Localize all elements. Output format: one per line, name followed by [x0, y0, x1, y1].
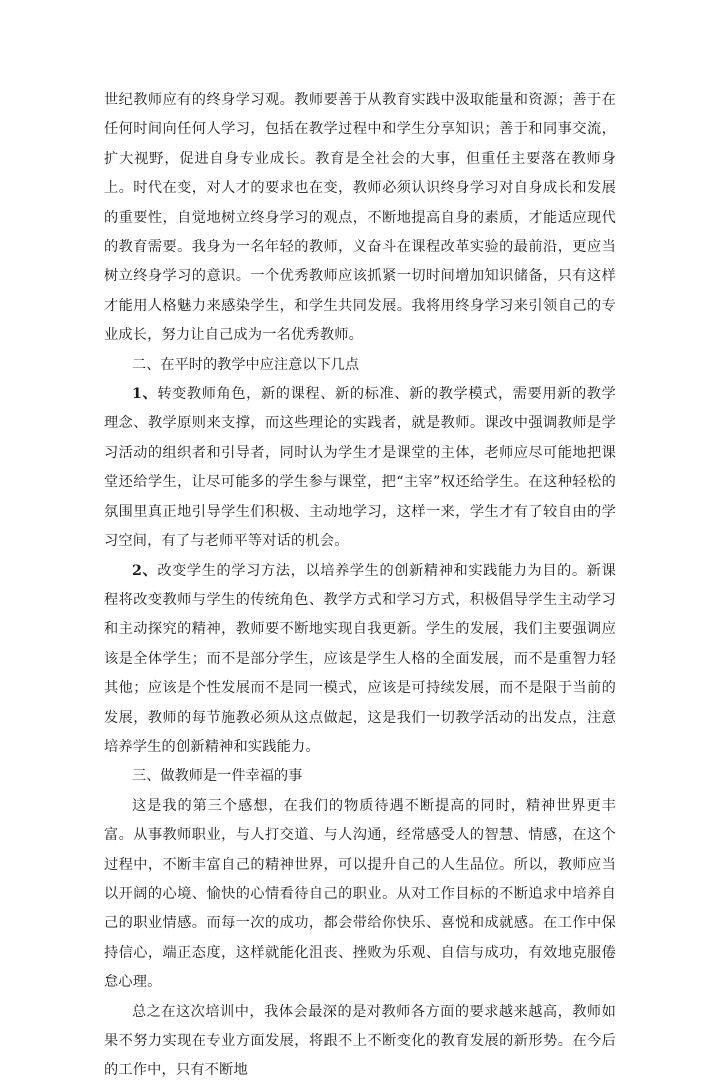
paragraph-learning-method-text: 改变学生的学习方法，以培养学生的创新精神和实践能力为目的。新课程将改变教师与学生的传统角色、教学方式和学习方式，积极倡导学生主动学习和主动探究的精神，教师要不断地实现自我更新。学生的发展，我们主要强调应该是全体学生；而不是部分学生，应该是学生人格的全面发展，而不是重智力轻其他；应该是个性发展而不是同一模式，应该是可持续发展，而不是限于当前的发展，教师的每节施教必须从这点做起，这是我们一切教学活动的出发点，注意培养学生的创新精神和实践能力。: [104, 562, 616, 755]
list-number-2: 2、: [132, 562, 158, 579]
document-body: [104, 86, 616, 1086]
paragraph-happiness: 这是我的第三个感想，在我们的物质待遇不断提高的同时，精神世界更丰富。从事教师职业，与人打交道、与人沟通，经常感受人的智慧、情感，在这个过程中，不断丰富自己的精神世界，可以提升自己的人生品位。所以，教师应当以开阔的心境、愉快的心情看待自己的职业。从对工作目标的不断追求中培养自己的职业情感。而每一次的成功，都会带给你快乐、喜悦和成就感。在工作中保持信心，端正态度，这样就能化沮丧、挫败为乐观、自信与成功，有效地克服倦怠心理。: [104, 797, 616, 991]
paragraph-learning-method: [104, 557, 616, 763]
paragraph-conclusion: 总之在这次培训中，我体会最深的是对教师各方面的要求越来越高，教师如果不努力实现在专业方面发展，将跟不上不断变化的教育发展的新形势。在今后的工作中，只有不断地: [104, 1003, 616, 1079]
paragraph-role-change: [104, 380, 616, 556]
list-number-1: 1、: [132, 386, 158, 403]
paragraph-lifelong-learning: 世纪教师应有的终身学习观。教师要善于从教育实践中汲取能量和资源；善于在任何时间向任何人学习，包括在教学过程中和学生分享知识；善于和同事交流，扩大视野，促进自身专业成长。教育是全社会的大事，但重任主要落在教师身上。时代在变，对人才的要求也在变，教师必须认识终身学习对自身成长和发展的重要性，自觉地树立终身学习的观点，不断地提高自身的素质，才能适应现代的教育需要。我身为一名年轻的教师，义奋斗在课程改革实验的最前沿，更应当树立终身学习的意识。一个优秀教师应该抓紧一切时间增加知识储备，只有这样才能用人格魅力来感染学生，和学生共同发展。我将用终身学习来引领自己的专业成长，努力让自己成为一名优秀教师。: [104, 92, 616, 344]
section-heading-2: 二、在平时的教学中应注意以下几点: [132, 356, 360, 373]
paragraph-role-change-text: 转变教师角色，新的课程、新的标准、新的教学模式，需要用新的教学理念、教学原则来支撑，而这些理论的实践者，就是教师。课改中强调教师是学习活动的组织者和引导者，同时认为学生才是课堂的主体，老师应尽可能地把课堂还给学生，让尽可能多的学生参与课堂，把“主宰”权还给学生。在这种轻松的氛围里真正地引导学生们积极、主动地学习，这样一来，学生才有了较自由的学习空间，有了与老师平等对话的机会。: [104, 386, 616, 550]
section-heading-3: 三、做教师是一件幸福的事: [132, 768, 303, 785]
